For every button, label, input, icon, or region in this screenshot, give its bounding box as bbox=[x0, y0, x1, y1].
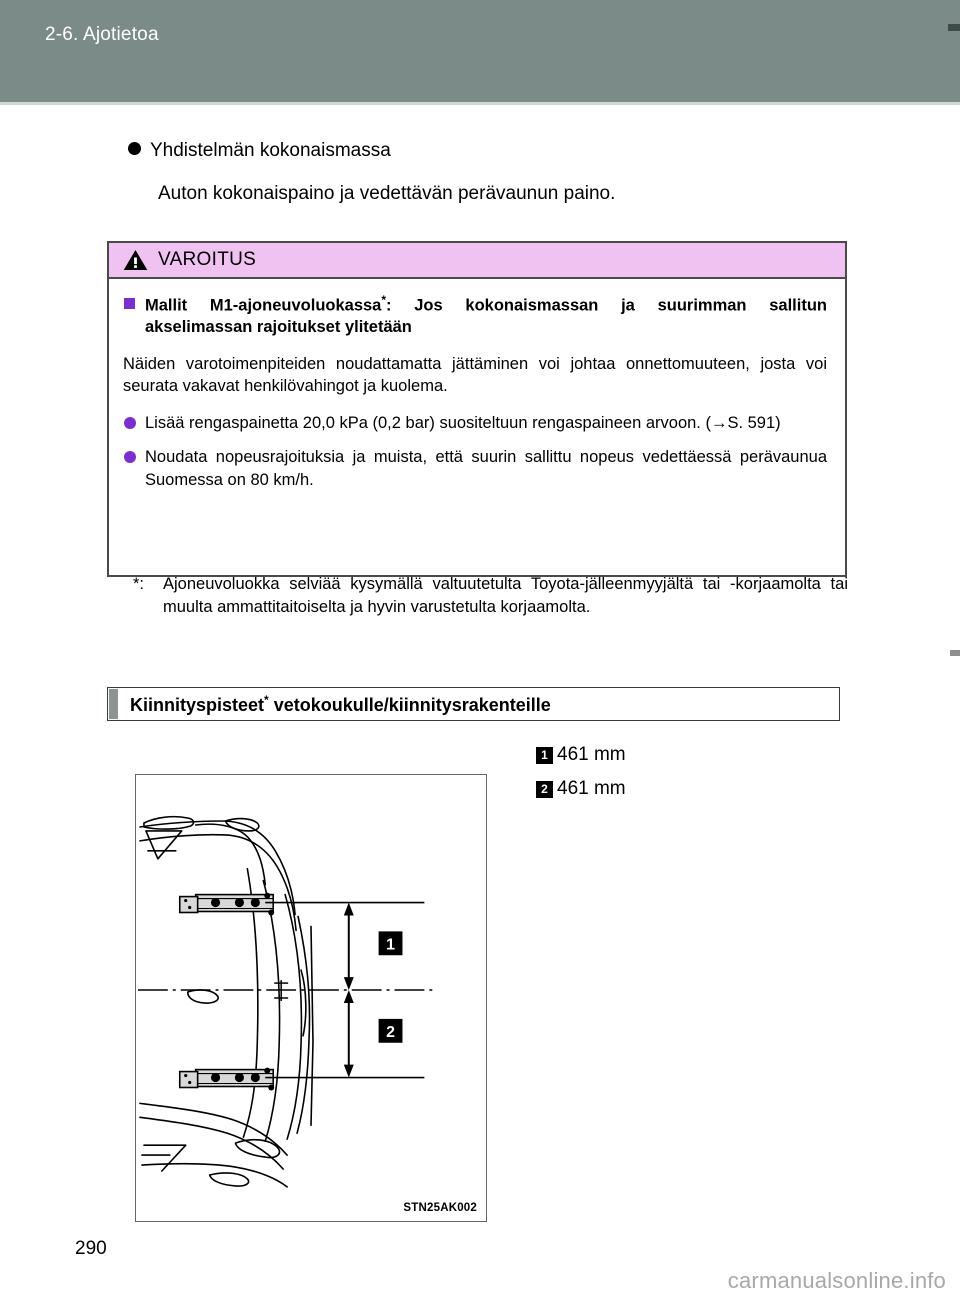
figure-callout-2 bbox=[379, 1019, 403, 1043]
footnote-marker: *: bbox=[133, 575, 145, 593]
filled-circle-bullet-icon bbox=[128, 142, 141, 155]
warning-list-item bbox=[123, 412, 827, 434]
measurement-value: 461 mm bbox=[557, 744, 626, 765]
warning-list-item bbox=[123, 446, 827, 491]
warning-subheading-asterisk: * bbox=[381, 293, 387, 307]
watermark: carmanualsonline.info bbox=[727, 1268, 946, 1293]
header-section-label: 2-6. Ajotietoa bbox=[45, 24, 159, 45]
topic-bullet-subtext: Auton kokonaispaino ja vedettävän perävaunun paino. bbox=[158, 183, 616, 204]
measurement-value: 461 mm bbox=[557, 778, 626, 799]
side-edge-tab-mark-icon bbox=[950, 650, 960, 656]
warning-label: VAROITUS bbox=[158, 249, 257, 270]
measurement-legend bbox=[536, 744, 626, 812]
dimension-arrow-2 bbox=[344, 990, 354, 1077]
edge-tab-mark-icon bbox=[948, 24, 960, 31]
section-heading-bar bbox=[107, 687, 840, 721]
measurement-row bbox=[536, 744, 626, 766]
section-heading-title-rest: vetokoukulle/kiinnitysrakenteille bbox=[268, 694, 551, 715]
dimension-arrow-1 bbox=[344, 903, 354, 991]
callout-number-chip: 1 bbox=[536, 747, 553, 764]
round-bullet-icon bbox=[124, 451, 136, 463]
vehicle-underbody-line-drawing bbox=[136, 775, 486, 1221]
warning-list-item-text: Noudata nopeusrajoituksia ja muista, että suurin sallittu nopeus vedettäessä perävaunua Suomessa on 80 km/h. bbox=[145, 448, 827, 489]
page-number: 290 bbox=[75, 1238, 107, 1259]
warning-subheading-rest: : Jos kokonaismassan ja suurimman sallitun akselimassan rajoitukset ylitetään bbox=[145, 296, 827, 337]
warning-box-header bbox=[109, 243, 845, 279]
warning-box-body bbox=[109, 279, 845, 513]
section-heading-title: Kiinnityspisteet bbox=[130, 694, 265, 715]
warning-paragraph: Näiden varotoimenpiteiden noudattamatta jättäminen voi johtaa onnettomuuteen, josta voi seurata vakavat henkilövahingot ja kuolema. bbox=[123, 355, 827, 396]
measurement-row bbox=[536, 778, 626, 800]
warning-box bbox=[107, 241, 847, 577]
topic-bullet-heading bbox=[128, 140, 391, 162]
warning-subheading bbox=[123, 293, 827, 339]
footnote-text: Ajoneuvoluokka selviää kysymällä valtuutetulta Toyota-jälleenmyyjältä tai -korjaamolta tai muulta ammattitaitoiselta ja hyvin varustetulta korjaamolta. bbox=[163, 575, 848, 617]
page-header-band bbox=[0, 0, 960, 102]
round-bullet-icon bbox=[124, 417, 136, 429]
lower-mounting-bracket bbox=[180, 1068, 274, 1091]
figure-illustration bbox=[135, 774, 487, 1222]
topic-bullet-heading-text: Yhdistelmän kokonaismassa bbox=[150, 140, 391, 161]
svg-text:1: 1 bbox=[386, 936, 395, 954]
figure-callout-1 bbox=[379, 931, 403, 955]
warning-triangle-icon bbox=[123, 249, 148, 271]
section-heading-label bbox=[130, 693, 551, 716]
section-heading-accent bbox=[109, 689, 118, 719]
callout-number-chip: 2 bbox=[536, 781, 553, 798]
warning-list-item-text: Lisää rengaspainetta 20,0 kPa (0,2 bar) suositeltuun rengaspaineen arvoon. (→S. 591) bbox=[145, 413, 781, 432]
svg-text:2: 2 bbox=[386, 1023, 395, 1041]
header-divider bbox=[0, 102, 960, 105]
upper-mounting-bracket bbox=[180, 893, 274, 916]
figure-code-label: STN25AK002 bbox=[403, 1202, 477, 1214]
warning-subheading-main: Mallit M1-ajoneuvoluokassa bbox=[145, 296, 382, 315]
square-bullet-icon bbox=[124, 298, 135, 309]
section-heading-asterisk: * bbox=[264, 692, 269, 707]
footnote bbox=[133, 573, 848, 620]
